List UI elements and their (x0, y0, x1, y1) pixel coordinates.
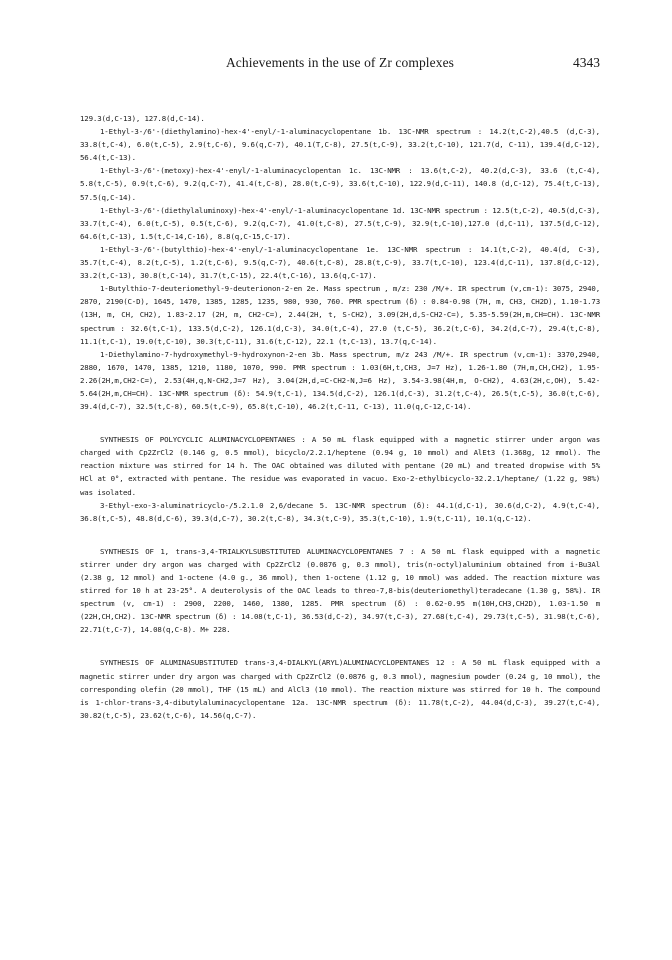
paragraph-synthesis-trialkyl: SYNTHESIS OF 1, trans-3,4-TRIALKYLSUBSTITUTED ALUMINACYCLOPENTANES 7 : A 50 mL flask equipped with a magnetic stirrer under dry argon was charged with Cp2ZrCl2 (0.0876 g, 0.3 mmol), tris(n-octyl)aluminium obtained from i-Bu3Al (2.38 g, 12 mmol) and 1-octene (4.0 g., 36 mmol), then 1-octene (1.12 g, 10 mmol) was added. The reaction mixture was stirred for 10 h at 23-25°. A deuterolysis of the OAC leads to threo-7,8-bis(deuteriomethyl)teradecane (1.30 g, 58%). IR spectrum (v, cm-1) : 2900, 2200, 1460, 1380, 1285. PMR spectrum (δ) : 0.62-0.95 m(10H,CH3,CH2D), 1.03-1.50 m (22H,CH,CH2). 13C-NMR spectrum (δ) : 14.08(t,C-1), 36.53(d,C-2), 34.97(t,C-3), 27.68(t,C-4), 29.73(t,C-5), 31.98(t,C-6), 22.71(t,C-7), 14.08(q,C-8). M+ 228. (80, 546, 600, 635)
paragraph-compound-5: 3-Ethyl-exo-3-aluminatricyclo-/5.2.1.0 2,6/decane 5. 13C-NMR spectrum (δ): 44.1(d,C-1), 30.6(d,C-2), 4.9(t,C-4), 36.8(t,C-5), 48.8(d,C-6), 39.3(d,C-7), 30.2(t,C-8), 34.3(t,C-9), 35.3(t,C-10), 1.9(t,C-11), 10.1(q,C-12). (80, 500, 600, 523)
paragraph-gap (80, 413, 600, 433)
paragraph-compound-3b: 1-Diethylamino-7-hydroxymethyl-9-hydroxynon-2-en 3b. Mass spectrum, m/z 243 /M/+. IR spectrum (v,cm-1): 3370,2940, 2880, 1670, 1470, 1385, 1210, 1180, 1070, 990. PMR spectrum : 1.03(6H,t,CH3, J=7 Hz), 1.26-1.80 (7H,m,CH,CH2), 1.95-2.26(2H,m,CH2-C=), 2.53(4H,q,N-CH2,J=7 Hz), 3.04(2H,d,=C-CH2-N,J=6 Hz), 3.54-3.98(4H,m, O-CH2), 4.63(2H,c,OH), 5.42-5.64(2H,m,CH=CH). 13C-NMR spectrum (δ): 54.9(t,C-1), 134.5(d,C-2), 126.1(d,C-3), 31.2(t,C-4), 26.5(t,C-5), 36.0(t,C-6), 39.4(d,C-7), 32.5(t,C-8), 60.5(t,C-9), 65.8(t,C-10), 46.2(t,C-11, C-13), 11.0(q,C-12,C-14). (80, 349, 600, 412)
paragraph-gap (80, 636, 600, 656)
paragraph-compound-1c: 1-Ethyl-3-/6'-(metoxy)-hex-4'-enyl/-1-aluminacyclopentan 1c. 13C-NMR : 13.6(t,C-2), 40.2(d,C-3), 33.6 (t,C-4), 5.8(t,C-5), 0.9(t,C-6), 9.2(q,C-7), 41.4(t,C-8), 28.0(t,C-9), 33.6(t,C-10), 122.9(d,C-11), 140.8 (d,C-12), 75.4(t,C-13), 57.5(q,C-14). (80, 166, 600, 202)
running-title: Achievements in the use of Zr complexes (225, 55, 455, 70)
paragraph-synthesis-aluminasubstituted: SYNTHESIS OF ALUMINASUBSTITUTED trans-3,4-DIALKYL(ARYL)ALUMINACYCLOPENTANES 12 : A 50 mL flask equipped with a magnetic stirrer under dry argon was charged with Cp2ZrCl2 (0.0876 g, 0.3 mmol), magnesium powder (0.24 g, 10 mmol), the corresponding olefin (20 mmol), THF (15 mL) and AlCl3 (10 mmol). The reaction mixture was stirred for 10 h. The compound is 1-chlor-trans-3,4-dibutylaluminacyclopentane 12a. 13C-NMR spectrum (δ): 11.78(t,C-2), 44.04(d,C-3), 39.27(t,C-4), 30.82(t,C-5), 23.62(t,C-6), 14.56(q,C-7). (80, 658, 600, 720)
paragraph-compound-2e: 1-Butylthio-7-deuteriomethyl-9-deuterionon-2-en 2e. Mass spectrum , m/z: 230 /M/+. IR spectrum (v,cm-1): 3075, 2940, 2870, 2190(C-D), 1645, 1470, 1385, 1285, 1235, 980, 930, 760. PMR spectrum (δ) : 0.84-0.98 (7H, m, CH3, CH2D), 1.10-1.73 (13H, m, CH, CH2), 1.83-2.17 (2H, m, CH2-C=), 2.44(2H, t, S-CH2), 3.09(2H,d,S-CH2-C=), 5.35-5.59(2H,m,CH=CH). 13C-NMR spectrum : 32.6(t,C-1), 133.5(d,C-2), 126.1(d,C-3), 34.0(t,C-4), 27.0 (t,C-5), 36.2(t,C-6), 34.2(d,C-7), 29.4(t,C-8), 11.1(t,C-1), 19.0(t,C-10), 30.3(t,C-11), 31.6(t,C-12), 22.1 (t,C-13), 13.7(q,C-14). (80, 284, 600, 346)
paragraph-synthesis-polycyclic: SYNTHESIS OF POLYCYCLIC ALUMINACYCLOPENTANES : A 50 mL flask equipped with a magnetic stirrer under argon was charged with Cp2ZrCl2 (0.146 g, 0.5 mmol), bicyclo/2.2.1/heptene (0.94 g, 10 mmol) and AlEt3 (1.368g, 12 mmol). The reaction mixture was stirred for 14 h. The OAC obtained was diluted with pentane (20 mL) and treated dropwise with 5% HCl at 0°, extracted with pentane. The residue was evaporated in vacuo. Exo-2-ethylbicyclo-32.2.1/heptane/ (1.22 g, 98%) was isolated. (80, 435, 600, 497)
body-text (80, 112, 600, 722)
page-header (80, 55, 600, 75)
paragraph-compound-1d: 1-Ethyl-3-/6'-(diethylaluminoxy)-hex-4'-enyl/-1-aluminacyclopentane 1d. 13C-NMR spectrum : 12.5(t,C-2), 40.5(d,C-3), 33.7(t,C-4), 6.0(t,C-5), 0.5(t,C-6), 9.2(q,C-7), 41.0(t,C-8), 27.5(t,C-9), 32.9(t,C-10),127.0 (d,C-11), 137.5(d,C-12), 64.6(t,C-13), 1.5(t,C-14,C-16), 8.8(q,C-15,C-17). (80, 205, 600, 241)
paragraph-compound-1b: 1-Ethyl-3-/6'-(diethylamino)-hex-4'-enyl/-1-aluminacyclopentane 1b. 13C-NMR spectrum : 14.2(t,C-2),40.5 (d,C-3), 33.8(t,C-4), 6.0(t,C-5), 2.9(t,C-6), 9.6(q,C-7), 40.1(T,C-8), 27.5(t,C-9), 33.2(t,C-10), 121.7(d, C-11), 139.4(d,C-12), 56.4(t,C-13). (80, 127, 600, 163)
paragraph-gap (80, 525, 600, 545)
paragraph-compound-1e: 1-Ethyl-3-/6'-(butylthio)-hex-4'-enyl/-1-aluminacyclopentane 1e. 13C-NMR spectrum : 14.1(t,C-2), 40.4(d, C-3), 35.7(t,C-4), 8.2(t,C-5), 1.2(t,C-6), 9.5(q,C-7), 40.6(t,C-8), 28.8(t,C-9), 33.7(t,C-10), 123.4(d,C-11), 137.8(d,C-12), 33.2(t,C-13), 30.8(t,C-14), 31.7(t,C-15), 22.4(t,C-16), 13.6(q,C-17). (80, 244, 600, 281)
paragraph-continuation: 129.3(d,C-13), 127.8(d,C-14). (80, 114, 205, 123)
page-number: 4343 (573, 55, 600, 70)
